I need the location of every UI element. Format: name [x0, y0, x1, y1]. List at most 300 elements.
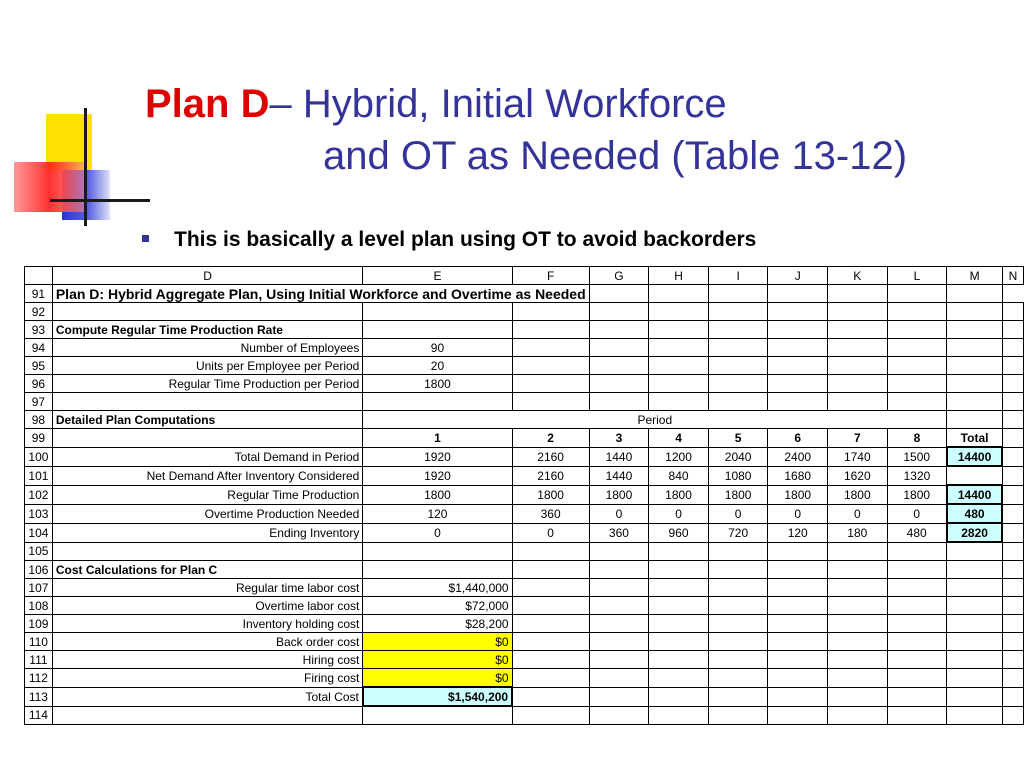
cell[interactable]: [828, 561, 888, 579]
cell[interactable]: [589, 285, 649, 303]
period-number[interactable]: 7: [828, 429, 888, 448]
label-cell[interactable]: Back order cost: [52, 633, 363, 651]
row-number[interactable]: 110: [25, 633, 53, 651]
column-header[interactable]: D: [52, 267, 363, 285]
cell[interactable]: [52, 393, 363, 411]
table-row: [25, 706, 1024, 725]
value-cell[interactable]: 90: [363, 339, 512, 357]
cell[interactable]: [1002, 651, 1023, 669]
cell[interactable]: [1002, 321, 1023, 339]
cell[interactable]: [1002, 706, 1023, 725]
table-row: [25, 651, 1024, 669]
cell[interactable]: [947, 357, 1003, 375]
cell[interactable]: [768, 285, 828, 303]
row-number[interactable]: 113: [25, 687, 53, 706]
total-cost-cell[interactable]: $1,540,200: [363, 687, 512, 706]
value-cell[interactable]: 2040: [708, 447, 768, 466]
cell[interactable]: [363, 706, 512, 725]
label-cell[interactable]: Units per Employee per Period: [52, 357, 363, 375]
cell[interactable]: [768, 687, 828, 706]
row-number[interactable]: 108: [25, 597, 53, 615]
cell[interactable]: [828, 357, 888, 375]
value-cell[interactable]: 0: [512, 523, 589, 542]
column-header[interactable]: K: [828, 267, 888, 285]
period-number[interactable]: 4: [649, 429, 709, 448]
cell[interactable]: [768, 375, 828, 393]
table-row: [25, 504, 1024, 523]
cell[interactable]: [649, 321, 709, 339]
cell[interactable]: [887, 542, 947, 561]
section-label-cell[interactable]: Compute Regular Time Production Rate: [52, 321, 363, 339]
cell[interactable]: [828, 579, 888, 597]
cell[interactable]: [1002, 615, 1023, 633]
value-cell[interactable]: 0: [708, 504, 768, 523]
row-number[interactable]: 97: [25, 393, 53, 411]
cell[interactable]: [708, 285, 768, 303]
value-cell[interactable]: 1800: [589, 485, 649, 504]
label-cell[interactable]: Number of Employees: [52, 339, 363, 357]
cell[interactable]: [768, 339, 828, 357]
value-cell[interactable]: 1680: [768, 466, 828, 485]
label-cell[interactable]: Overtime Production Needed: [52, 504, 363, 523]
cell[interactable]: [1002, 411, 1023, 429]
value-cell[interactable]: 1500: [887, 447, 947, 466]
value-cell[interactable]: 20: [363, 357, 512, 375]
cell[interactable]: [887, 321, 947, 339]
cell[interactable]: [649, 542, 709, 561]
cell[interactable]: [768, 669, 828, 688]
cell[interactable]: [589, 303, 649, 321]
value-cell[interactable]: 360: [512, 504, 589, 523]
logo-vertical-line: [84, 108, 87, 226]
row-number[interactable]: 111: [25, 651, 53, 669]
total-cell[interactable]: 14400: [947, 447, 1003, 466]
label-cell[interactable]: Overtime labor cost: [52, 597, 363, 615]
column-header[interactable]: I: [708, 267, 768, 285]
cell[interactable]: [708, 542, 768, 561]
cell[interactable]: [1002, 597, 1023, 615]
cell[interactable]: [52, 706, 363, 725]
cell[interactable]: [649, 633, 709, 651]
highlighted-cost-cell[interactable]: $0: [363, 651, 512, 669]
row-number[interactable]: 96: [25, 375, 53, 393]
cell[interactable]: [649, 651, 709, 669]
cell[interactable]: [589, 357, 649, 375]
value-cell[interactable]: 1800: [828, 485, 888, 504]
cell[interactable]: [828, 687, 888, 706]
cell[interactable]: [947, 339, 1003, 357]
cell[interactable]: [589, 561, 649, 579]
cell[interactable]: [768, 615, 828, 633]
cell[interactable]: [512, 339, 589, 357]
cell[interactable]: [947, 579, 1003, 597]
value-cell[interactable]: 0: [649, 504, 709, 523]
total-cell[interactable]: 14400: [947, 485, 1003, 504]
cell[interactable]: [589, 615, 649, 633]
column-header[interactable]: L: [887, 267, 947, 285]
cell[interactable]: [512, 303, 589, 321]
period-number[interactable]: 2: [512, 429, 589, 448]
value-cell[interactable]: 120: [363, 504, 512, 523]
cell[interactable]: [52, 429, 363, 448]
decorative-logo: [10, 100, 150, 230]
cell[interactable]: [828, 669, 888, 688]
label-cell[interactable]: Total Cost: [52, 687, 363, 706]
period-number[interactable]: 8: [887, 429, 947, 448]
cell[interactable]: [947, 561, 1003, 579]
row-number[interactable]: 109: [25, 615, 53, 633]
cell[interactable]: [947, 542, 1003, 561]
value-cell[interactable]: 120: [768, 523, 828, 542]
cost-cell[interactable]: $72,000: [363, 597, 512, 615]
cell[interactable]: [512, 706, 589, 725]
cell[interactable]: [1002, 339, 1023, 357]
value-cell[interactable]: 1800: [512, 485, 589, 504]
period-number[interactable]: 5: [708, 429, 768, 448]
cell[interactable]: [708, 669, 768, 688]
cell[interactable]: [649, 375, 709, 393]
cell[interactable]: [512, 651, 589, 669]
cell[interactable]: [828, 615, 888, 633]
highlighted-cost-cell[interactable]: $0: [363, 669, 512, 688]
cell[interactable]: [828, 651, 888, 669]
cell[interactable]: [887, 357, 947, 375]
value-cell[interactable]: 2400: [768, 447, 828, 466]
value-cell[interactable]: 840: [649, 466, 709, 485]
row-number[interactable]: 100: [25, 447, 53, 466]
row-number[interactable]: 105: [25, 542, 53, 561]
cell[interactable]: [589, 339, 649, 357]
cell[interactable]: [1002, 429, 1023, 448]
cell[interactable]: [828, 303, 888, 321]
value-cell[interactable]: 720: [708, 523, 768, 542]
column-header[interactable]: E: [363, 267, 512, 285]
cell[interactable]: [947, 687, 1003, 706]
cell[interactable]: [1002, 523, 1023, 542]
cell[interactable]: [589, 393, 649, 411]
section-label-cell[interactable]: Cost Calculations for Plan C: [52, 561, 363, 579]
cell[interactable]: [512, 393, 589, 411]
cell[interactable]: [363, 542, 512, 561]
row-number[interactable]: 98: [25, 411, 53, 429]
cell[interactable]: [887, 339, 947, 357]
cell[interactable]: [708, 633, 768, 651]
cell[interactable]: [649, 285, 709, 303]
cell[interactable]: [708, 597, 768, 615]
value-cell[interactable]: 0: [363, 523, 512, 542]
cell[interactable]: [708, 303, 768, 321]
logo-horizontal-line: [50, 199, 150, 202]
cell[interactable]: [649, 357, 709, 375]
cell[interactable]: [768, 579, 828, 597]
table-row: [25, 615, 1024, 633]
period-header-cell[interactable]: Period: [363, 411, 947, 429]
cell[interactable]: [887, 633, 947, 651]
cell[interactable]: [947, 321, 1003, 339]
row-number[interactable]: 99: [25, 429, 53, 448]
cell[interactable]: [363, 561, 512, 579]
cell[interactable]: [828, 393, 888, 411]
cell[interactable]: [1002, 561, 1023, 579]
value-cell[interactable]: 0: [589, 504, 649, 523]
value-cell[interactable]: 1800: [768, 485, 828, 504]
value-cell[interactable]: 1800: [708, 485, 768, 504]
row-number[interactable]: 95: [25, 357, 53, 375]
cell[interactable]: [649, 561, 709, 579]
cell[interactable]: [828, 597, 888, 615]
cell[interactable]: [947, 466, 1003, 485]
label-cell[interactable]: Ending Inventory: [52, 523, 363, 542]
cell[interactable]: [887, 285, 947, 303]
cell[interactable]: [1002, 579, 1023, 597]
row-number[interactable]: 92: [25, 303, 53, 321]
cell[interactable]: [828, 321, 888, 339]
cell[interactable]: [768, 357, 828, 375]
cell[interactable]: [947, 706, 1003, 725]
row-number[interactable]: 94: [25, 339, 53, 357]
cell[interactable]: [512, 687, 589, 706]
column-header[interactable]: M: [947, 267, 1003, 285]
cell[interactable]: [649, 706, 709, 725]
cell[interactable]: [828, 339, 888, 357]
cell[interactable]: [649, 579, 709, 597]
value-cell[interactable]: 1440: [589, 447, 649, 466]
cell[interactable]: [708, 375, 768, 393]
cell[interactable]: [947, 375, 1003, 393]
row-number[interactable]: 93: [25, 321, 53, 339]
cell[interactable]: [589, 706, 649, 725]
cell[interactable]: [887, 303, 947, 321]
square-bullet-icon: [142, 235, 149, 242]
label-cell[interactable]: Firing cost: [52, 669, 363, 688]
cell[interactable]: [52, 303, 363, 321]
cell[interactable]: [512, 615, 589, 633]
label-cell[interactable]: Regular Time Production per Period: [52, 375, 363, 393]
cell[interactable]: [708, 357, 768, 375]
value-cell[interactable]: 1920: [363, 466, 512, 485]
row-number[interactable]: 104: [25, 523, 53, 542]
row-number[interactable]: 102: [25, 485, 53, 504]
cell[interactable]: [649, 303, 709, 321]
cell[interactable]: [512, 321, 589, 339]
cell[interactable]: [1002, 466, 1023, 485]
cell[interactable]: [768, 561, 828, 579]
cell[interactable]: [649, 339, 709, 357]
label-cell[interactable]: Regular Time Production: [52, 485, 363, 504]
cell[interactable]: [947, 651, 1003, 669]
cell[interactable]: [708, 339, 768, 357]
value-cell[interactable]: 960: [649, 523, 709, 542]
section-label-cell[interactable]: Detailed Plan Computations: [52, 411, 363, 429]
cell[interactable]: [768, 321, 828, 339]
cell[interactable]: [887, 597, 947, 615]
sheet-title-cell[interactable]: Plan D: Hybrid Aggregate Plan, Using Initial Workforce and Overtime as Needed: [52, 285, 589, 303]
value-cell[interactable]: 1080: [708, 466, 768, 485]
cell[interactable]: [887, 706, 947, 725]
cell[interactable]: [589, 687, 649, 706]
row-number[interactable]: 112: [25, 669, 53, 688]
cell[interactable]: [1002, 303, 1023, 321]
cell[interactable]: [828, 375, 888, 393]
cell[interactable]: [512, 633, 589, 651]
cell[interactable]: [1002, 687, 1023, 706]
cell[interactable]: [887, 669, 947, 688]
cell[interactable]: [1002, 393, 1023, 411]
cell[interactable]: [947, 597, 1003, 615]
cell[interactable]: [589, 633, 649, 651]
cell[interactable]: [947, 615, 1003, 633]
cell[interactable]: [887, 579, 947, 597]
table-row: [25, 466, 1024, 485]
cell[interactable]: [649, 393, 709, 411]
value-cell[interactable]: 1740: [828, 447, 888, 466]
cell[interactable]: [828, 633, 888, 651]
cell[interactable]: [649, 597, 709, 615]
cell[interactable]: [768, 597, 828, 615]
cell[interactable]: [947, 633, 1003, 651]
value-cell[interactable]: 1920: [363, 447, 512, 466]
cell[interactable]: [589, 375, 649, 393]
period-number[interactable]: 1: [363, 429, 512, 448]
value-cell[interactable]: 1800: [649, 485, 709, 504]
cell[interactable]: [1002, 485, 1023, 504]
cell[interactable]: [887, 393, 947, 411]
cell[interactable]: [512, 561, 589, 579]
value-cell[interactable]: 1200: [649, 447, 709, 466]
column-header[interactable]: N: [1002, 267, 1023, 285]
value-cell[interactable]: 1440: [589, 466, 649, 485]
cell[interactable]: [768, 651, 828, 669]
value-cell[interactable]: 2160: [512, 447, 589, 466]
cell[interactable]: [52, 542, 363, 561]
value-cell[interactable]: 360: [589, 523, 649, 542]
cell[interactable]: [589, 651, 649, 669]
cell[interactable]: [708, 321, 768, 339]
cell[interactable]: [512, 579, 589, 597]
value-cell[interactable]: 0: [828, 504, 888, 523]
cost-cell[interactable]: $28,200: [363, 615, 512, 633]
cell[interactable]: [1002, 633, 1023, 651]
label-cell[interactable]: Total Demand in Period: [52, 447, 363, 466]
value-cell[interactable]: 1800: [887, 485, 947, 504]
cell[interactable]: [887, 651, 947, 669]
cell[interactable]: [589, 321, 649, 339]
cell[interactable]: [512, 669, 589, 688]
period-number[interactable]: 6: [768, 429, 828, 448]
cell[interactable]: [589, 597, 649, 615]
corner-cell[interactable]: [25, 267, 53, 285]
cell[interactable]: [1002, 542, 1023, 561]
cell[interactable]: [768, 393, 828, 411]
cell[interactable]: [887, 561, 947, 579]
table-row: [25, 375, 1024, 393]
value-cell[interactable]: 2160: [512, 466, 589, 485]
cell[interactable]: [512, 597, 589, 615]
cell[interactable]: [768, 706, 828, 725]
cell[interactable]: [708, 651, 768, 669]
period-number[interactable]: 3: [589, 429, 649, 448]
value-cell[interactable]: 1800: [363, 375, 512, 393]
cell[interactable]: [828, 285, 888, 303]
row-number[interactable]: 103: [25, 504, 53, 523]
value-cell[interactable]: 1620: [828, 466, 888, 485]
cell[interactable]: [887, 687, 947, 706]
cell[interactable]: [947, 303, 1003, 321]
total-header[interactable]: Total: [947, 429, 1003, 448]
cell[interactable]: [887, 375, 947, 393]
row-number[interactable]: 101: [25, 466, 53, 485]
column-header[interactable]: F: [512, 267, 589, 285]
cell[interactable]: [947, 285, 1003, 303]
value-cell[interactable]: 1320: [887, 466, 947, 485]
cell[interactable]: [363, 303, 512, 321]
cell[interactable]: [589, 669, 649, 688]
cell[interactable]: [1002, 447, 1023, 466]
cell[interactable]: [363, 393, 512, 411]
row-number[interactable]: 91: [25, 285, 53, 303]
value-cell[interactable]: 1800: [363, 485, 512, 504]
value-cell[interactable]: 480: [887, 523, 947, 542]
cell[interactable]: [708, 393, 768, 411]
cell[interactable]: [1002, 504, 1023, 523]
total-cell[interactable]: 2820: [947, 523, 1003, 542]
cell[interactable]: [363, 321, 512, 339]
label-cell[interactable]: Inventory holding cost: [52, 615, 363, 633]
label-cell[interactable]: Hiring cost: [52, 651, 363, 669]
cell[interactable]: [1002, 375, 1023, 393]
cell[interactable]: [828, 542, 888, 561]
cell[interactable]: [1002, 669, 1023, 688]
cell[interactable]: [768, 633, 828, 651]
row-number[interactable]: 114: [25, 706, 53, 725]
cell[interactable]: [887, 615, 947, 633]
column-header[interactable]: G: [589, 267, 649, 285]
cell[interactable]: [1002, 357, 1023, 375]
row-number[interactable]: 106: [25, 561, 53, 579]
cell[interactable]: [589, 542, 649, 561]
label-cell[interactable]: Net Demand After Inventory Considered: [52, 466, 363, 485]
value-cell[interactable]: 0: [768, 504, 828, 523]
cell[interactable]: [512, 375, 589, 393]
row-number[interactable]: 107: [25, 579, 53, 597]
cell[interactable]: [649, 669, 709, 688]
column-header[interactable]: J: [768, 267, 828, 285]
cell[interactable]: [947, 411, 1003, 429]
cell[interactable]: [768, 542, 828, 561]
cell[interactable]: [708, 706, 768, 725]
cell[interactable]: [947, 669, 1003, 688]
cell[interactable]: [512, 542, 589, 561]
highlighted-cost-cell[interactable]: $0: [363, 633, 512, 651]
cell[interactable]: [649, 615, 709, 633]
total-cell[interactable]: 480: [947, 504, 1003, 523]
cell[interactable]: [768, 303, 828, 321]
cell[interactable]: [828, 706, 888, 725]
cell[interactable]: [589, 579, 649, 597]
cost-cell[interactable]: $1,440,000: [363, 579, 512, 597]
cell[interactable]: [512, 357, 589, 375]
column-header[interactable]: H: [649, 267, 709, 285]
cell[interactable]: [708, 579, 768, 597]
cell[interactable]: [708, 615, 768, 633]
value-cell[interactable]: 180: [828, 523, 888, 542]
cell[interactable]: [947, 393, 1003, 411]
cell[interactable]: [708, 561, 768, 579]
cell[interactable]: [708, 687, 768, 706]
value-cell[interactable]: 0: [887, 504, 947, 523]
label-cell[interactable]: Regular time labor cost: [52, 579, 363, 597]
cell[interactable]: [649, 687, 709, 706]
